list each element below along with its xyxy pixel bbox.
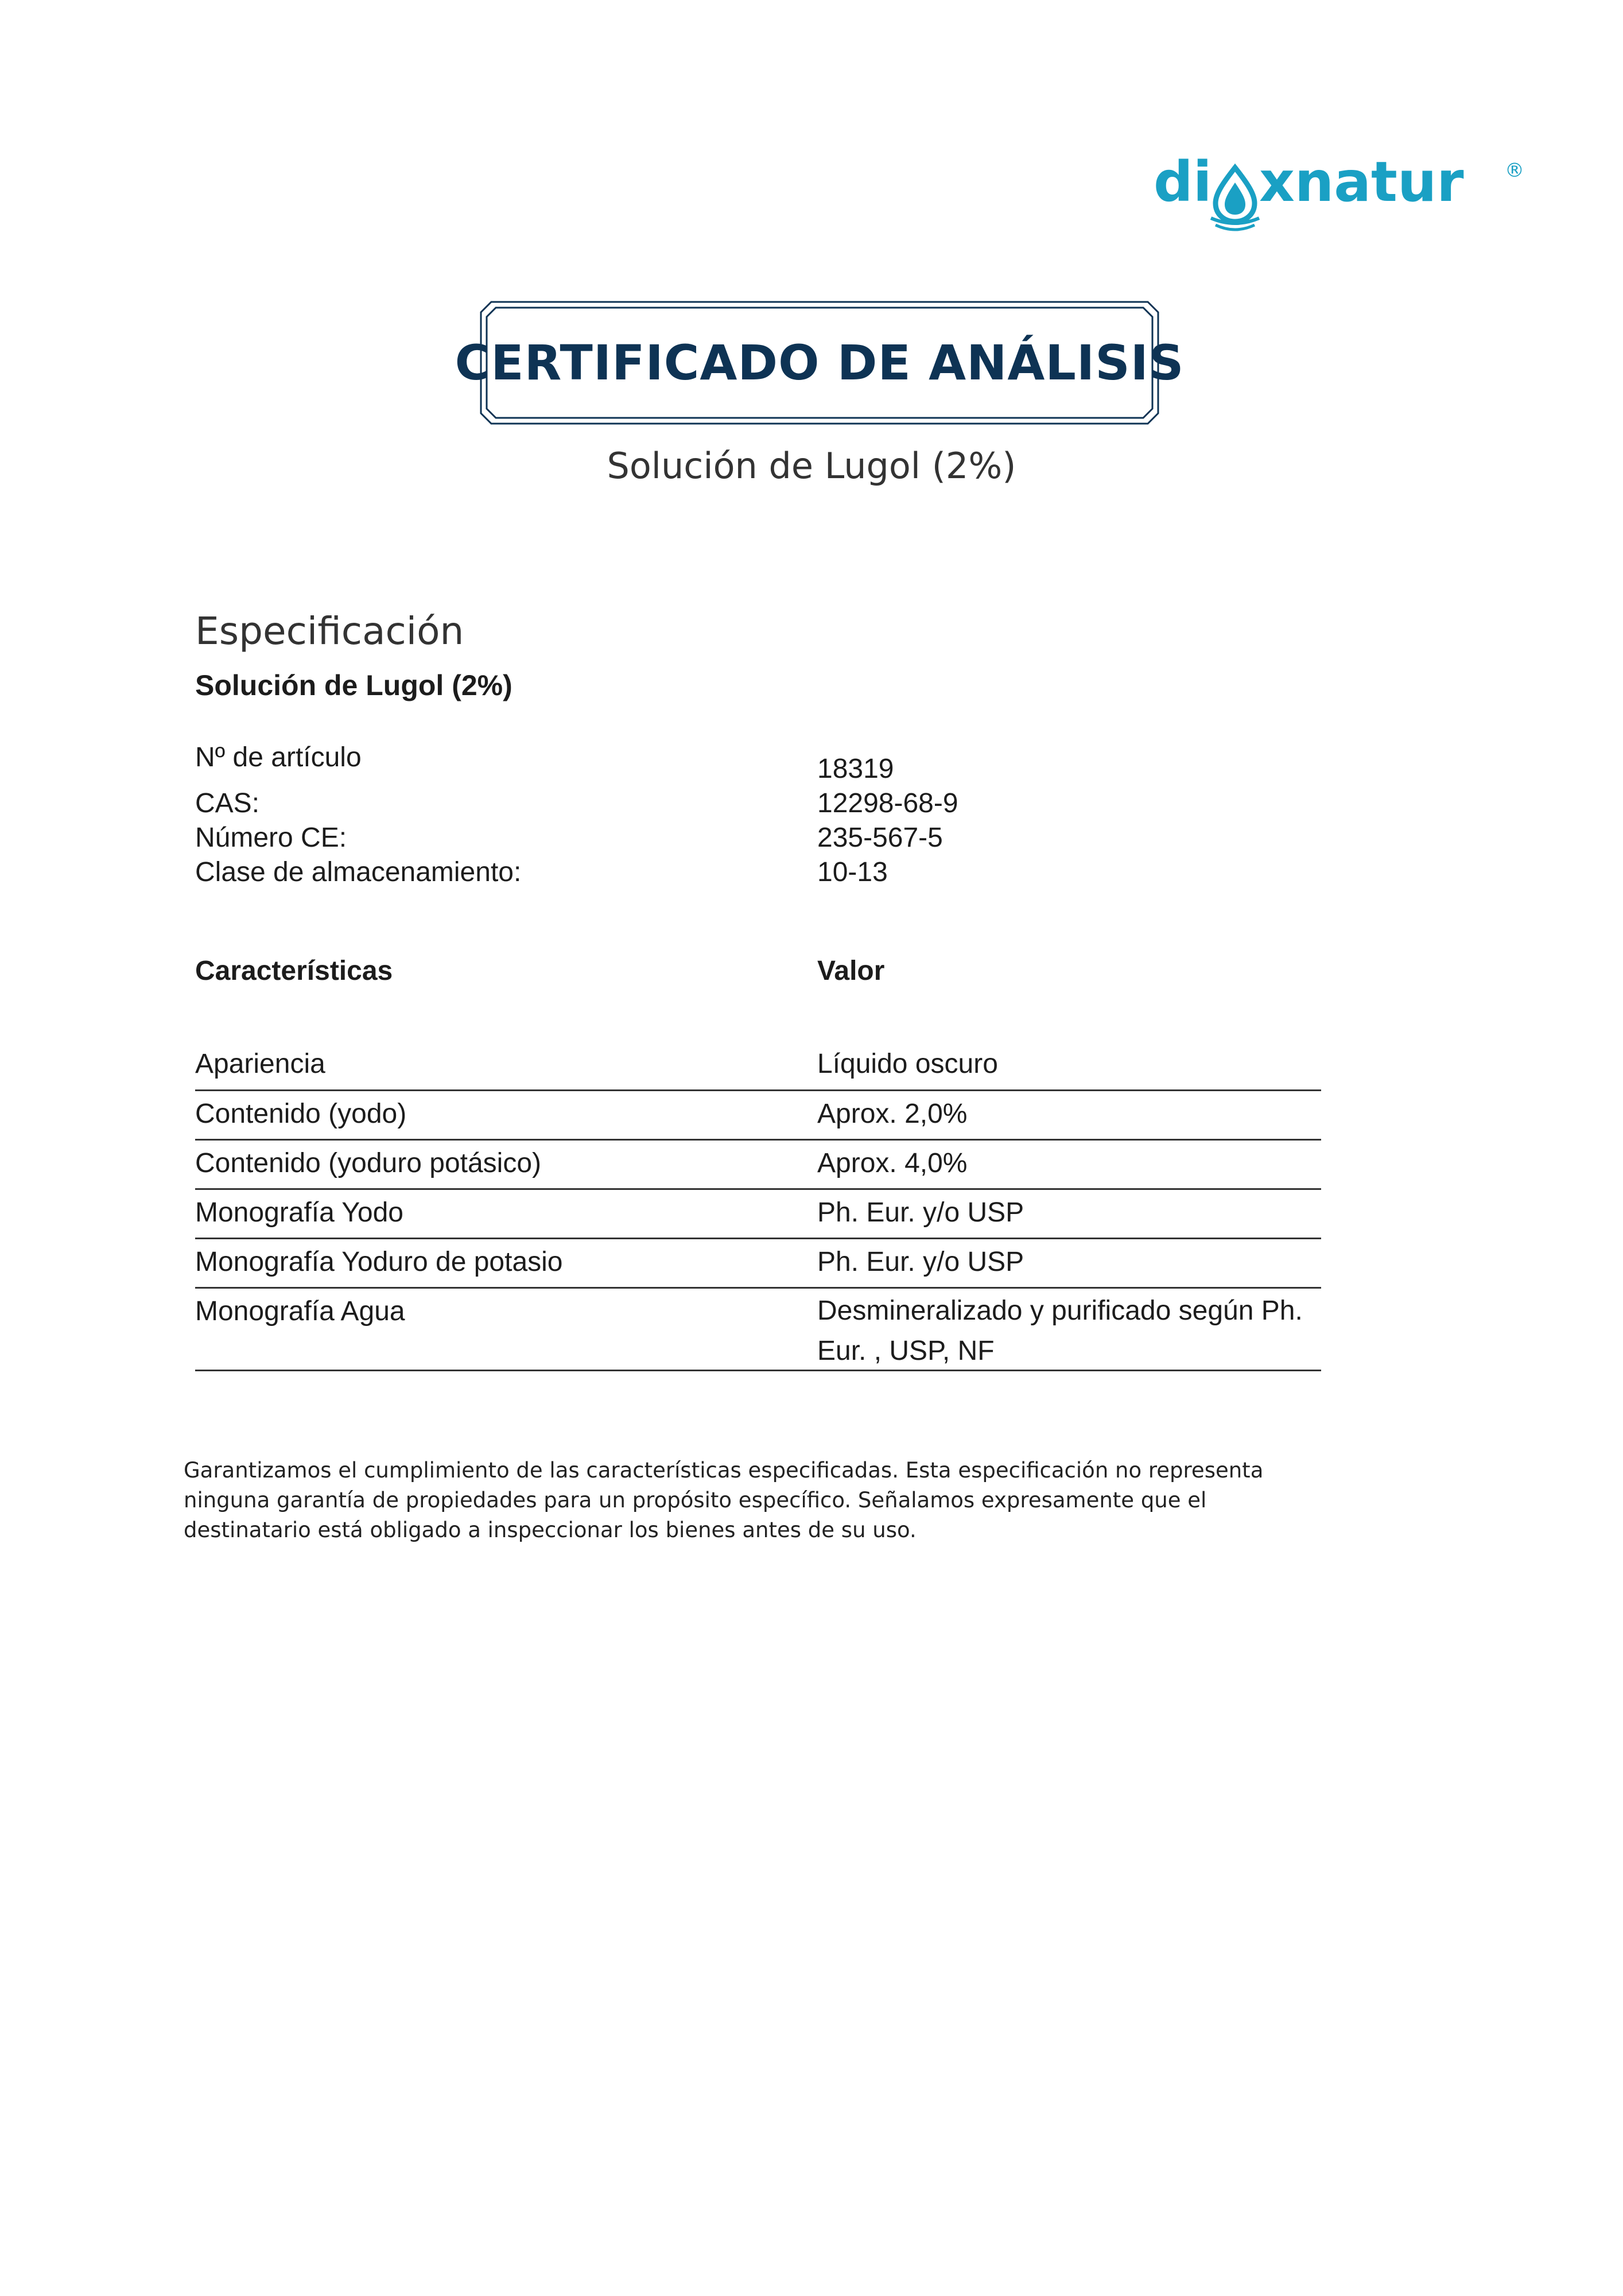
characteristics-table — [195, 1040, 1321, 1371]
table-cell-feature: Monografía Yodo — [195, 1197, 403, 1228]
info-value-storage: 10-13 — [817, 857, 888, 887]
title-frame — [455, 301, 1185, 425]
table-header-value: Valor — [817, 956, 885, 986]
table-cell-value: Aprox. 2,0% — [817, 1099, 968, 1129]
table-row — [195, 1239, 1321, 1289]
table-cell-feature: Monografía Yoduro de potasio — [195, 1247, 563, 1277]
table-cell-feature: Contenido (yodo) — [195, 1099, 407, 1129]
info-value-cas: 12298-68-9 — [817, 788, 958, 819]
info-value-ce: 235-567-5 — [817, 823, 943, 853]
table-cell-feature: Apariencia — [195, 1049, 325, 1079]
logo-wordmark: di — [1154, 150, 1212, 214]
table-cell-value: Líquido oscuro — [817, 1049, 998, 1079]
info-value-article: 18319 — [817, 754, 894, 784]
table-cell-value: Desmineralizado y purificado según Ph. Eur. , USP, NF — [817, 1296, 1303, 1366]
dioxnatur-logo — [1154, 150, 1524, 236]
info-label-cas: CAS: — [195, 788, 260, 819]
table-row — [195, 1190, 1321, 1239]
table-cell-feature: Contenido (yoduro potásico) — [195, 1148, 542, 1178]
table-cell-value: Aprox. 4,0% — [817, 1148, 968, 1178]
specification-heading: Especificación — [195, 609, 464, 653]
table-header-features: Características — [195, 956, 393, 986]
table-cell-feature: Monografía Agua — [195, 1296, 405, 1327]
logo-wordmark-rest: xnatur — [1259, 150, 1464, 214]
document-subtitle: Solución de Lugol (2%) — [607, 445, 1016, 487]
table-cell-value: Ph. Eur. y/o USP — [817, 1247, 1024, 1277]
table-row — [195, 1040, 1321, 1091]
table-row — [195, 1141, 1321, 1190]
registered-mark: ® — [1505, 159, 1524, 182]
table-row — [195, 1289, 1321, 1371]
info-label-storage: Clase de almacenamiento: — [195, 857, 522, 887]
disclaimer-text: Garantizamos el cumplimiento de las características especificadas. Esta especificación no representa ninguna garantía de propiedades para un propósito específico. Señalamos expresamente que el destinatario está obligado a inspeccionar los bienes antes de su uso. — [184, 1458, 1264, 1542]
info-label-ce: Número CE: — [195, 823, 347, 853]
table-row — [195, 1091, 1321, 1141]
document-title: CERTIFICADO DE ANÁLISIS — [455, 335, 1185, 391]
specification-product: Solución de Lugol (2%) — [195, 669, 512, 701]
table-cell-value: Ph. Eur. y/o USP — [817, 1197, 1024, 1228]
info-label-article: Nº de artículo — [195, 742, 362, 773]
water-drop-icon — [1211, 168, 1259, 230]
